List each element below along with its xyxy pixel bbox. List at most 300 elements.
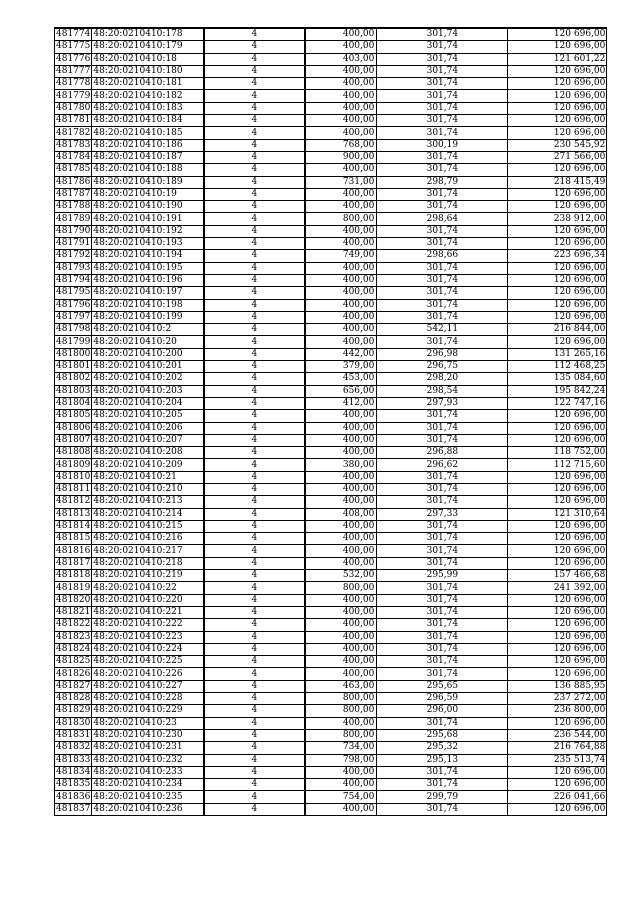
record-number-cell: 481822	[56, 619, 91, 630]
category-cell: 4	[204, 594, 305, 606]
category-cell: 4	[204, 557, 305, 569]
record-number-cell: 481789	[56, 213, 91, 224]
cadastral-number-cell: 48:20:0210410:23	[92, 717, 204, 729]
category-cell: 4	[204, 90, 305, 102]
area-cell: 400,00	[305, 606, 377, 618]
table-row	[55, 471, 607, 483]
cadastral-number-cell: 48:20:0210410:198	[92, 299, 204, 311]
cadastral-number-cell: 48:20:0210410:232	[92, 754, 204, 766]
record-number-cell: 481815	[56, 533, 91, 544]
cadastral-number-cell: 48:20:0210410:200	[92, 348, 204, 360]
category-cell: 4	[204, 717, 305, 729]
cadastral-number-cell: 48:20:0210410:179	[92, 41, 204, 53]
record-number-cell: 481797	[56, 311, 91, 322]
category-cell: 4	[204, 483, 305, 495]
record-number-cell: 481778	[56, 78, 91, 89]
category-cell: 4	[204, 619, 305, 631]
table-row	[55, 582, 607, 594]
area-cell: 400,00	[305, 78, 377, 90]
category-cell: 4	[204, 791, 305, 803]
cadastral-number-cell: 48:20:0210410:204	[92, 397, 204, 409]
cadastral-number-cell: 48:20:0210410:20	[92, 336, 204, 348]
category-cell: 4	[204, 766, 305, 778]
category-cell: 4	[204, 262, 305, 274]
cadastral-number-cell: 48:20:0210410:229	[92, 705, 204, 717]
table-row	[55, 274, 607, 286]
cost-cell: 135 084,60	[508, 373, 607, 385]
area-cell: 400,00	[305, 225, 377, 237]
cost-cell: 120 696,00	[508, 262, 607, 274]
cost-cell: 226 041,66	[508, 791, 607, 803]
table-row	[55, 606, 607, 618]
category-cell: 4	[204, 53, 305, 65]
record-number-cell: 481774	[56, 29, 91, 40]
record-number-cell: 481808	[56, 447, 91, 458]
record-number-cell: 481813	[56, 508, 91, 519]
category-cell: 4	[204, 434, 305, 446]
record-number-cell: 481788	[56, 201, 91, 212]
cadastral-number-cell: 48:20:0210410:2	[92, 324, 204, 336]
cadastral-number-cell: 48:20:0210410:210	[92, 483, 204, 495]
rate-cell: 296,62	[377, 459, 508, 471]
category-cell: 4	[204, 397, 305, 409]
cost-cell: 120 696,00	[508, 533, 607, 545]
area-cell: 408,00	[305, 508, 377, 520]
record-number-cell: 481809	[56, 459, 91, 470]
record-number-cell: 481800	[56, 348, 91, 359]
cost-cell: 120 696,00	[508, 201, 607, 213]
cost-cell: 136 885,95	[508, 680, 607, 692]
table-row	[55, 693, 607, 705]
rate-cell: 301,74	[377, 557, 508, 569]
cadastral-number-cell: 48:20:0210410:19	[92, 188, 204, 200]
rate-cell: 301,74	[377, 262, 508, 274]
cadastral-number-cell: 48:20:0210410:178	[92, 28, 204, 41]
category-cell: 4	[204, 779, 305, 791]
cadastral-number-cell: 48:20:0210410:191	[92, 213, 204, 225]
cadastral-number-cell: 48:20:0210410:218	[92, 557, 204, 569]
category-cell: 4	[204, 287, 305, 299]
table-row	[55, 41, 607, 53]
cadastral-number-cell: 48:20:0210410:202	[92, 373, 204, 385]
cost-cell: 120 696,00	[508, 668, 607, 680]
area-cell: 400,00	[305, 102, 377, 114]
area-cell: 400,00	[305, 766, 377, 778]
cadastral-number-cell: 48:20:0210410:208	[92, 447, 204, 459]
record-number-cell: 481806	[56, 422, 91, 433]
cost-cell: 230 545,92	[508, 139, 607, 151]
cost-cell: 236 800,00	[508, 705, 607, 717]
rate-cell: 301,74	[377, 619, 508, 631]
category-cell: 4	[204, 693, 305, 705]
area-cell: 900,00	[305, 151, 377, 163]
table-row	[55, 311, 607, 323]
category-cell: 4	[204, 311, 305, 323]
area-cell: 400,00	[305, 188, 377, 200]
cost-cell: 120 696,00	[508, 299, 607, 311]
cost-cell: 195 842,24	[508, 385, 607, 397]
rate-cell: 301,74	[377, 668, 508, 680]
rate-cell: 295,13	[377, 754, 508, 766]
rate-cell: 301,74	[377, 410, 508, 422]
table-row	[55, 533, 607, 545]
category-cell: 4	[204, 705, 305, 717]
table-row	[55, 176, 607, 188]
table-row	[55, 447, 607, 459]
record-number-cell: 481829	[56, 705, 91, 716]
rate-cell: 301,74	[377, 53, 508, 65]
cadastral-number-cell: 48:20:0210410:193	[92, 238, 204, 250]
cadastral-number-cell: 48:20:0210410:207	[92, 434, 204, 446]
cadastral-number-cell: 48:20:0210410:217	[92, 545, 204, 557]
record-number-cell: 481810	[56, 471, 91, 482]
category-cell: 4	[204, 127, 305, 139]
table-row	[55, 102, 607, 114]
table-row	[55, 717, 607, 729]
table-row	[55, 78, 607, 90]
category-cell: 4	[204, 201, 305, 213]
cost-cell: 120 696,00	[508, 410, 607, 422]
record-number-cell: 481792	[56, 250, 91, 261]
rate-cell: 301,74	[377, 803, 508, 815]
category-cell: 4	[204, 373, 305, 385]
table-body	[55, 28, 607, 816]
area-cell: 800,00	[305, 213, 377, 225]
table-row	[55, 803, 607, 815]
category-cell: 4	[204, 459, 305, 471]
cost-cell: 120 696,00	[508, 483, 607, 495]
area-cell: 442,00	[305, 348, 377, 360]
area-cell: 400,00	[305, 496, 377, 508]
record-number-cell: 481832	[56, 742, 91, 753]
area-cell: 656,00	[305, 385, 377, 397]
record-number-cell: 481812	[56, 496, 91, 507]
category-cell: 4	[204, 385, 305, 397]
cadastral-number-cell: 48:20:0210410:226	[92, 668, 204, 680]
rate-cell: 301,74	[377, 238, 508, 250]
rate-cell: 301,74	[377, 151, 508, 163]
table-row	[55, 459, 607, 471]
area-cell: 412,00	[305, 397, 377, 409]
table-row	[55, 483, 607, 495]
area-cell: 731,00	[305, 176, 377, 188]
cost-cell: 118 752,00	[508, 447, 607, 459]
cost-cell: 120 696,00	[508, 127, 607, 139]
cost-cell: 120 696,00	[508, 471, 607, 483]
record-number-cell: 481795	[56, 287, 91, 298]
cadastral-number-cell: 48:20:0210410:228	[92, 693, 204, 705]
area-cell: 800,00	[305, 729, 377, 741]
cost-cell: 120 696,00	[508, 496, 607, 508]
area-cell: 400,00	[305, 287, 377, 299]
table-row	[55, 127, 607, 139]
cost-cell: 120 696,00	[508, 287, 607, 299]
record-number-cell: 481836	[56, 791, 91, 802]
rate-cell: 301,74	[377, 656, 508, 668]
rate-cell: 301,74	[377, 115, 508, 127]
table-row	[55, 385, 607, 397]
rate-cell: 301,74	[377, 434, 508, 446]
cost-cell: 120 696,00	[508, 90, 607, 102]
record-number-cell: 481794	[56, 275, 91, 286]
cadastral-number-cell: 48:20:0210410:190	[92, 201, 204, 213]
table-row	[55, 139, 607, 151]
cost-cell: 216 764,88	[508, 742, 607, 754]
area-cell: 400,00	[305, 127, 377, 139]
table-row	[55, 213, 607, 225]
rate-cell: 301,74	[377, 188, 508, 200]
cadastral-number-cell: 48:20:0210410:199	[92, 311, 204, 323]
cost-cell: 241 392,00	[508, 582, 607, 594]
rate-cell: 301,74	[377, 311, 508, 323]
table-row	[55, 766, 607, 778]
cadastral-number-cell: 48:20:0210410:225	[92, 656, 204, 668]
area-cell: 400,00	[305, 422, 377, 434]
table-row	[55, 410, 607, 422]
rate-cell: 298,20	[377, 373, 508, 385]
cost-cell: 120 696,00	[508, 336, 607, 348]
cost-cell: 112 468,25	[508, 361, 607, 373]
rate-cell: 301,74	[377, 606, 508, 618]
cadastral-number-cell: 48:20:0210410:221	[92, 606, 204, 618]
cadastral-number-cell: 48:20:0210410:186	[92, 139, 204, 151]
category-cell: 4	[204, 78, 305, 90]
table-row	[55, 262, 607, 274]
cost-cell: 237 272,00	[508, 693, 607, 705]
cost-cell: 120 696,00	[508, 520, 607, 532]
category-cell: 4	[204, 176, 305, 188]
record-number-cell: 481780	[56, 102, 91, 113]
area-cell: 800,00	[305, 705, 377, 717]
record-number-cell: 481831	[56, 730, 91, 741]
rate-cell: 542,11	[377, 324, 508, 336]
table-row	[55, 238, 607, 250]
record-number-cell: 481833	[56, 754, 91, 765]
rate-cell: 301,74	[377, 594, 508, 606]
cost-cell: 120 696,00	[508, 631, 607, 643]
rate-cell: 301,74	[377, 336, 508, 348]
record-number-cell: 481796	[56, 299, 91, 310]
area-cell: 400,00	[305, 656, 377, 668]
cost-cell: 120 696,00	[508, 766, 607, 778]
area-cell: 400,00	[305, 238, 377, 250]
record-number-cell: 481798	[56, 324, 91, 335]
category-cell: 4	[204, 65, 305, 77]
area-cell: 400,00	[305, 643, 377, 655]
category-cell: 4	[204, 361, 305, 373]
category-cell: 4	[204, 348, 305, 360]
cadastral-number-cell: 48:20:0210410:187	[92, 151, 204, 163]
table-row	[55, 779, 607, 791]
rate-cell: 298,79	[377, 176, 508, 188]
record-number-cell: 481828	[56, 693, 91, 704]
rate-cell: 301,74	[377, 643, 508, 655]
area-cell: 400,00	[305, 299, 377, 311]
category-cell: 4	[204, 115, 305, 127]
cadastral-number-cell: 48:20:0210410:195	[92, 262, 204, 274]
cadastral-number-cell: 48:20:0210410:230	[92, 729, 204, 741]
cost-cell: 120 696,00	[508, 225, 607, 237]
record-number-cell: 481817	[56, 557, 91, 568]
record-number-cell: 481775	[56, 41, 91, 52]
cadastral-number-cell: 48:20:0210410:194	[92, 250, 204, 262]
category-cell: 4	[204, 250, 305, 262]
record-number-cell: 481824	[56, 643, 91, 654]
record-number-cell: 481837	[56, 803, 91, 814]
cost-cell: 120 696,00	[508, 102, 607, 114]
category-cell: 4	[204, 139, 305, 151]
cadastral-number-cell: 48:20:0210410:197	[92, 287, 204, 299]
cost-cell: 218 415,49	[508, 176, 607, 188]
rate-cell: 297,33	[377, 508, 508, 520]
table-row	[55, 434, 607, 446]
area-cell: 400,00	[305, 557, 377, 569]
category-cell: 4	[204, 299, 305, 311]
record-number-cell: 481811	[56, 484, 91, 495]
record-number-cell: 481830	[56, 717, 91, 728]
cadastral-number-cell: 48:20:0210410:223	[92, 631, 204, 643]
table-row	[55, 656, 607, 668]
cost-cell: 120 696,00	[508, 619, 607, 631]
area-cell: 400,00	[305, 779, 377, 791]
area-cell: 400,00	[305, 324, 377, 336]
cost-cell: 120 696,00	[508, 606, 607, 618]
cost-cell: 120 696,00	[508, 238, 607, 250]
rate-cell: 301,74	[377, 299, 508, 311]
category-cell: 4	[204, 28, 305, 41]
category-cell: 4	[204, 471, 305, 483]
record-number-cell: 481791	[56, 238, 91, 249]
table-row	[55, 324, 607, 336]
cadastral-number-cell: 48:20:0210410:231	[92, 742, 204, 754]
area-cell: 400,00	[305, 274, 377, 286]
rate-cell: 301,74	[377, 287, 508, 299]
cadastral-number-cell: 48:20:0210410:209	[92, 459, 204, 471]
cost-cell: 120 696,00	[508, 434, 607, 446]
table-row	[55, 705, 607, 717]
cost-cell: 120 696,00	[508, 717, 607, 729]
cadastral-number-cell: 48:20:0210410:182	[92, 90, 204, 102]
table-row	[55, 201, 607, 213]
record-number-cell: 481790	[56, 225, 91, 236]
rate-cell: 301,74	[377, 102, 508, 114]
cadastral-number-cell: 48:20:0210410:215	[92, 520, 204, 532]
rate-cell: 301,74	[377, 471, 508, 483]
cadastral-number-cell: 48:20:0210410:189	[92, 176, 204, 188]
area-cell: 532,00	[305, 570, 377, 582]
rate-cell: 298,66	[377, 250, 508, 262]
table-row	[55, 643, 607, 655]
area-cell: 400,00	[305, 311, 377, 323]
area-cell: 403,00	[305, 53, 377, 65]
rate-cell: 301,74	[377, 533, 508, 545]
category-cell: 4	[204, 324, 305, 336]
cost-cell: 216 844,00	[508, 324, 607, 336]
cost-cell: 235 513,74	[508, 754, 607, 766]
area-cell: 400,00	[305, 115, 377, 127]
category-cell: 4	[204, 102, 305, 114]
cadastral-table	[54, 27, 607, 816]
area-cell: 400,00	[305, 262, 377, 274]
table-row	[55, 287, 607, 299]
category-cell: 4	[204, 151, 305, 163]
rate-cell: 301,74	[377, 631, 508, 643]
rate-cell: 295,68	[377, 729, 508, 741]
record-number-cell: 481825	[56, 656, 91, 667]
area-cell: 400,00	[305, 410, 377, 422]
table-row	[55, 729, 607, 741]
area-cell: 400,00	[305, 619, 377, 631]
record-number-cell: 481819	[56, 582, 91, 593]
rate-cell: 297,93	[377, 397, 508, 409]
table-row	[55, 348, 607, 360]
cadastral-number-cell: 48:20:0210410:184	[92, 115, 204, 127]
area-cell: 754,00	[305, 791, 377, 803]
rate-cell: 301,74	[377, 78, 508, 90]
cadastral-number-cell: 48:20:0210410:222	[92, 619, 204, 631]
area-cell: 400,00	[305, 668, 377, 680]
record-number-cell: 481777	[56, 66, 91, 77]
cadastral-number-cell: 48:20:0210410:236	[92, 803, 204, 815]
category-cell: 4	[204, 41, 305, 53]
record-number-cell: 481807	[56, 434, 91, 445]
table-row	[55, 188, 607, 200]
record-number-cell: 481834	[56, 766, 91, 777]
cadastral-number-cell: 48:20:0210410:235	[92, 791, 204, 803]
category-cell: 4	[204, 680, 305, 692]
rate-cell: 301,74	[377, 164, 508, 176]
cadastral-number-cell: 48:20:0210410:206	[92, 422, 204, 434]
area-cell: 463,00	[305, 680, 377, 692]
rate-cell: 300,19	[377, 139, 508, 151]
cadastral-number-cell: 48:20:0210410:214	[92, 508, 204, 520]
category-cell: 4	[204, 668, 305, 680]
table-row	[55, 397, 607, 409]
record-number-cell: 481821	[56, 607, 91, 618]
record-number-cell: 481782	[56, 127, 91, 138]
record-number-cell: 481823	[56, 631, 91, 642]
area-cell: 379,00	[305, 361, 377, 373]
table-row	[55, 520, 607, 532]
cadastral-number-cell: 48:20:0210410:205	[92, 410, 204, 422]
cost-cell: 120 696,00	[508, 65, 607, 77]
category-cell: 4	[204, 336, 305, 348]
cost-cell: 120 696,00	[508, 115, 607, 127]
rate-cell: 301,74	[377, 65, 508, 77]
record-number-cell: 481785	[56, 164, 91, 175]
table-row	[55, 299, 607, 311]
rate-cell: 296,00	[377, 705, 508, 717]
cost-cell: 120 696,00	[508, 545, 607, 557]
table-row	[55, 336, 607, 348]
cadastral-number-cell: 48:20:0210410:203	[92, 385, 204, 397]
cost-cell: 157 466,68	[508, 570, 607, 582]
table-row	[55, 496, 607, 508]
area-cell: 400,00	[305, 545, 377, 557]
area-cell: 400,00	[305, 717, 377, 729]
area-cell: 400,00	[305, 520, 377, 532]
category-cell: 4	[204, 508, 305, 520]
rate-cell: 295,99	[377, 570, 508, 582]
table-row	[55, 361, 607, 373]
rate-cell: 301,74	[377, 483, 508, 495]
record-number-cell: 481835	[56, 779, 91, 790]
rate-cell: 295,65	[377, 680, 508, 692]
cadastral-number-cell: 48:20:0210410:181	[92, 78, 204, 90]
area-cell: 400,00	[305, 594, 377, 606]
record-number-cell: 481799	[56, 336, 91, 347]
record-number-cell: 481781	[56, 115, 91, 126]
